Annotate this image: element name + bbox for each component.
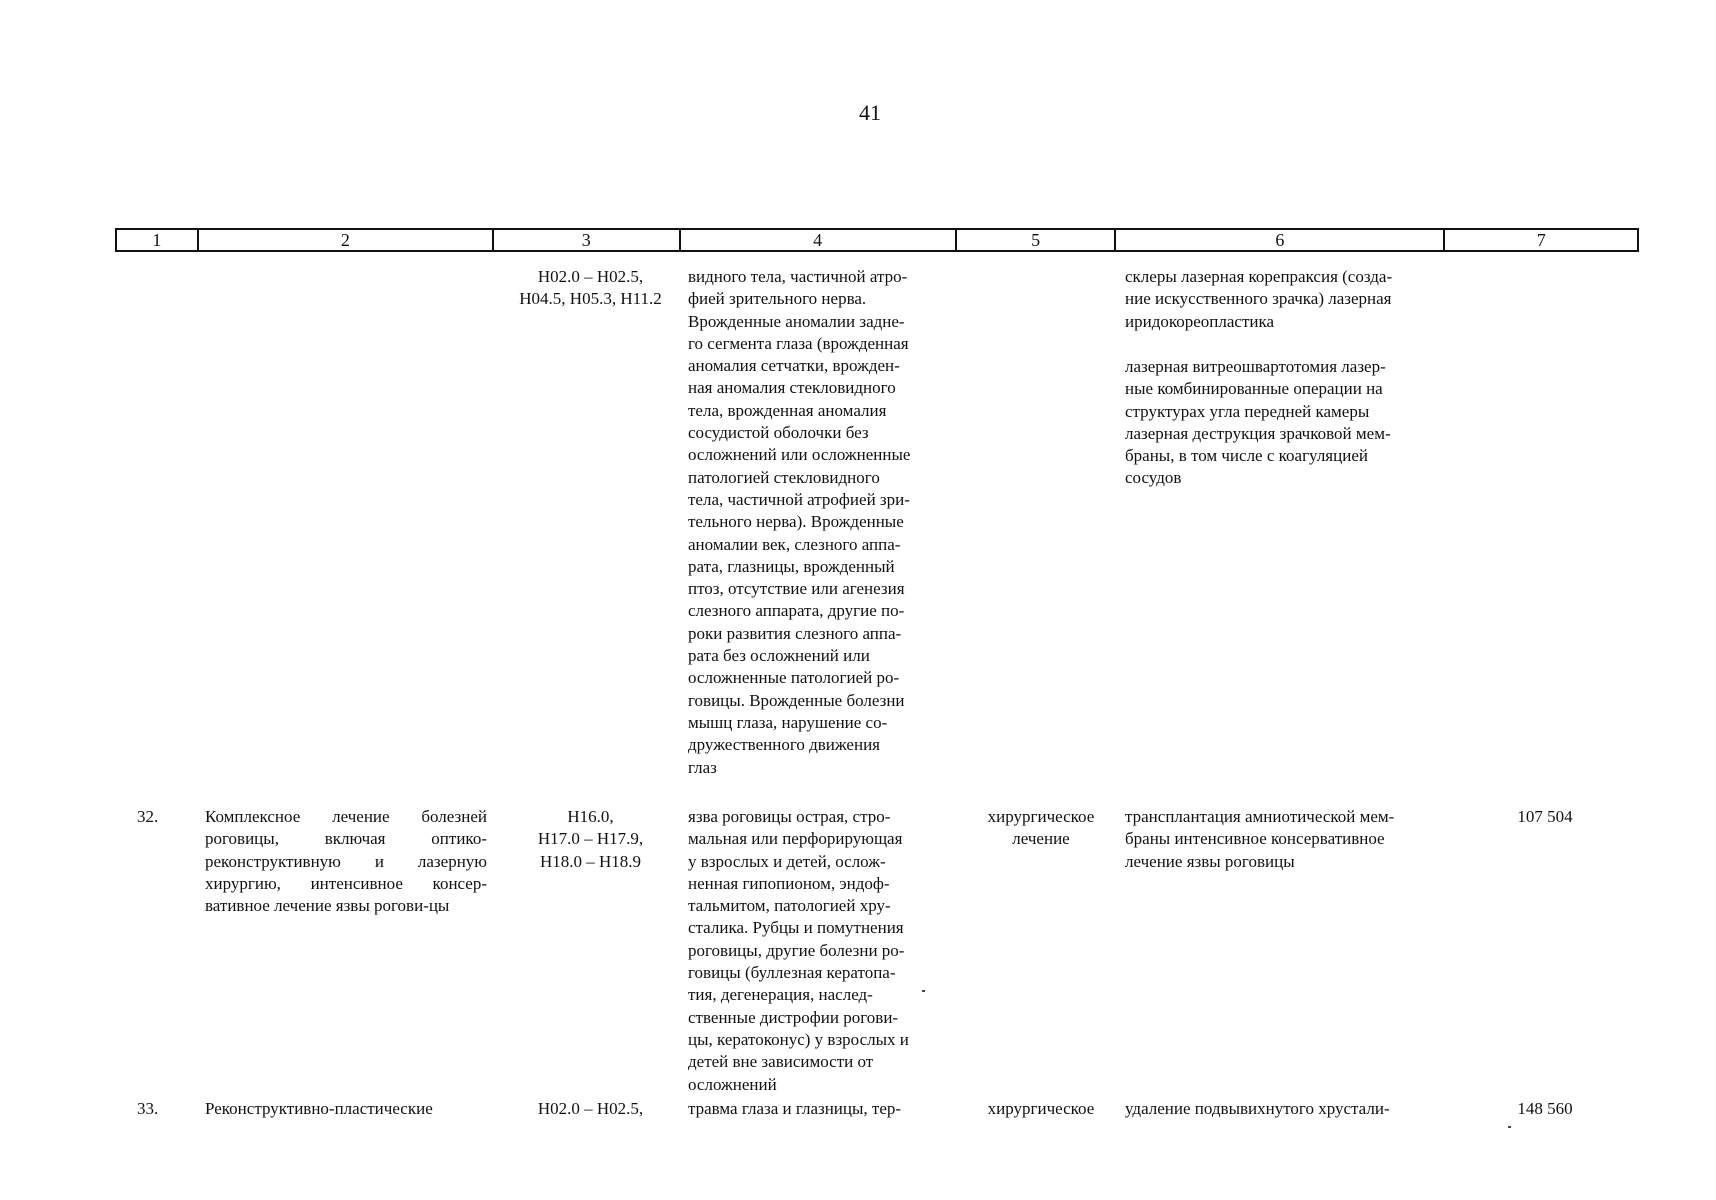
continuation-codes: H02.0 – H02.5, H04.5, H05.3, H11.2 <box>519 267 662 309</box>
row-32-method: трансплантация амниотической мем- браны интенсивное консервативное лечение язвы роговицы <box>1125 807 1395 871</box>
row-32-codes: H16.0, H17.0 – H17.9, H18.0 – H18.9 <box>537 807 644 871</box>
continuation-method-2: лазерная витреошвартотомия лазер- ные комбинированные операции на структурах угла передней камеры лазерная деструкция зрачковой мем- браны, в том числе с коагуляцией сосудов <box>1125 357 1391 488</box>
row-32-cost: 107 504 <box>1517 807 1573 826</box>
continuation-diagnosis: видного тела, частичной атро- фией зрительного нерва. Врожденные аномалии задне- го сегмента глаза (врожденная аномалия сетчатки, врожден- ная аномалия стекловидного тела, врожденная аномалия сосудистой оболочки без осложнений или осложненные патологией стекловидного тела, частичной атрофией зри- тельного нерва). Врожденные аномалии век, слезного аппа- рата, глазницы, врожденный птоз, отсутствие или агенезия слезного аппарата, другие по- роки развития слезного аппа- рата без осложнений или осложненные патологией ро- говицы. Врожденные болезни мышц глаза, нарушение со- дружественного движения глаз <box>688 267 911 777</box>
scan-speck <box>1508 1126 1511 1128</box>
row-33-cost: 148 560 <box>1517 1099 1573 1118</box>
column-number-3: 3 <box>494 230 681 250</box>
row-33-treatment: хирургическое <box>987 1099 1095 1118</box>
row-32-treatment: хирургическое лечение <box>987 807 1095 849</box>
continuation-method-1: склеры лазерная корепраксия (созда- ние искусственного зрачка) лазерная иридокореопластика <box>1125 267 1393 331</box>
row-33-diagnosis: травма глаза и глазницы, тер- <box>688 1099 902 1118</box>
row-33-number: 33. <box>137 1099 159 1118</box>
table-header-row <box>115 228 1639 252</box>
row-32-number: 32. <box>137 807 159 826</box>
row-33-name: Реконструктивно-пластические <box>205 1099 433 1118</box>
column-number-2: 2 <box>199 230 494 250</box>
column-number-7: 7 <box>1536 230 1546 250</box>
row-32-diagnosis: язва роговицы острая, стро- мальная или перфорирующая у взрослых и детей, ослож- ненная гипопионом, эндоф- тальмитом, патологией хру- сталика. Рубцы и помутнения роговицы, другие болезни ро- говицы (буллезная кератопа- тия, дегенерация, наслед- ственные дистрофии рогови- цы, кератоконус) у взрослых и детей вне зависимости от осложнений <box>688 807 909 1094</box>
row-33-codes: H02.0 – H02.5, <box>537 1099 644 1118</box>
row-33-method: удаление подвывихнутого хрустали- <box>1125 1099 1390 1118</box>
column-number-6: 6 <box>1116 230 1445 250</box>
column-number-4: 4 <box>681 230 957 250</box>
column-number-5: 5 <box>957 230 1117 250</box>
page-number: 41 <box>859 100 881 125</box>
row-32-name: Комплексное лечение болезней роговицы, включая оптико-реконструктивную и лазерную хирургию, интенсивное консер-вативное лечение язвы рогови-цы <box>205 807 487 916</box>
column-number-1: 1 <box>117 230 199 250</box>
scan-speck <box>922 990 925 992</box>
